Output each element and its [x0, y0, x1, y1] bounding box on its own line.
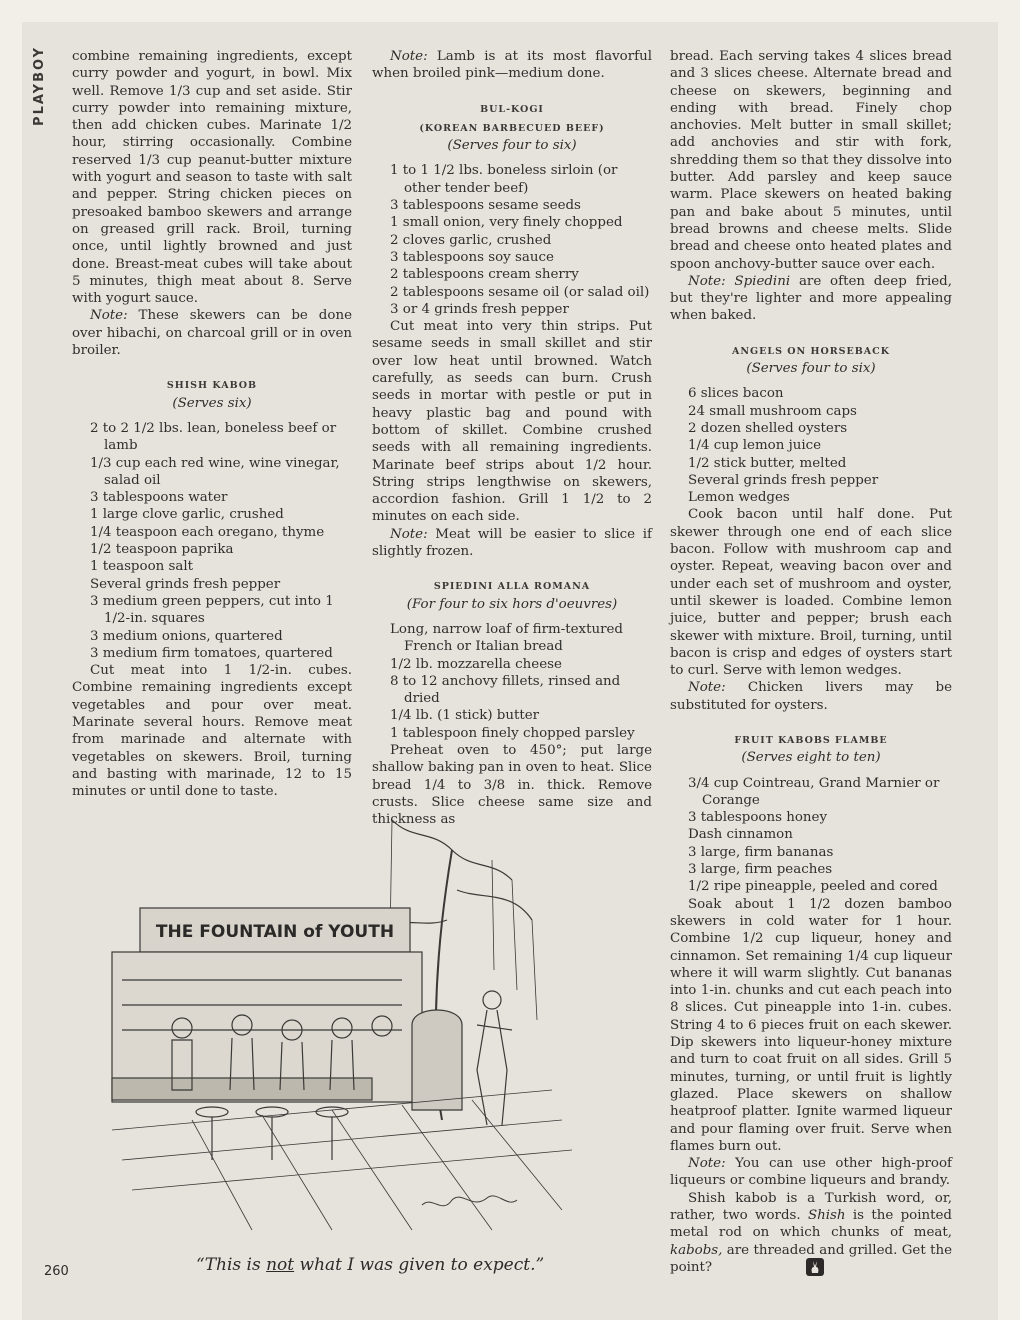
ingredient: 2 dozen shelled oysters — [688, 420, 848, 436]
ingredient-list — [372, 162, 652, 318]
recipe-title: SPIEDINI ALLA ROMANA — [433, 581, 591, 593]
recipe-serves: (Serves eight to ten) — [741, 750, 881, 766]
ingredient: 3 large, firm peaches — [688, 862, 833, 878]
ingredient: Dash cinnamon — [688, 827, 793, 843]
caption-text-b: what I was given to expect.” — [294, 1255, 545, 1275]
ingredient: 1/4 cup lemon juice — [688, 438, 822, 454]
note-text: Meat will be easier to slice if slightly frozen. — [372, 526, 652, 560]
ingredient: 1/2 lb. mozzarella cheese — [390, 656, 562, 672]
cartoon-caption — [196, 1255, 556, 1275]
ingredient: 1/2 ripe pineapple, peeled and cored — [688, 879, 938, 895]
recipe-title: ANGELS ON HORSEBACK — [732, 345, 890, 357]
ingredient: 3 medium firm tomatoes, quartered — [90, 645, 333, 661]
caption-text-a: “This is — [196, 1255, 267, 1275]
ingredient-list — [670, 385, 952, 506]
caption-emphasis: not — [266, 1255, 295, 1275]
note-paragraph — [670, 273, 952, 325]
directions-paragraph: Cut meat into 1 1/2-in. cubes. Combine remaining ingredients except vegetables and pour over meat. Marinate several hours. Remove meat from marinade and alternate with vegetables on skewers. Broil, turning and basting with marinade, 12 to 15 minutes or until done to taste. — [72, 663, 352, 800]
note-paragraph — [670, 1155, 952, 1190]
note-label: Note: — [688, 1156, 726, 1172]
ingredient: 1 tablespoon finely chopped parsley — [390, 725, 635, 741]
ingredient-list — [670, 775, 952, 896]
cartoon-illustration — [92, 790, 612, 1240]
closing-shish: Shish — [807, 1208, 846, 1223]
directions-paragraph: Preheat oven to 450°; put large shallow baking pan in oven to heat. Slice bread 1/4 to 3/8 in. thick. Remove crusts. Slice cheese same size and thickness as — [372, 742, 652, 828]
closing-kabobs: kabobs, — [670, 1242, 723, 1258]
note-text: These skewers can be done over hibachi, on charcoal grill or in oven broiler. — [72, 308, 352, 359]
note-label: Note: — [390, 49, 428, 64]
note-label: Note: — [90, 308, 128, 324]
note-label: Note: — [688, 680, 726, 696]
recipe-serves: (Serves four to six) — [447, 138, 577, 154]
ingredient: 3 large, firm bananas — [688, 844, 834, 860]
ingredient-list — [372, 621, 652, 742]
ingredient-list — [72, 420, 352, 662]
rabbit-head-logo-icon — [806, 1258, 824, 1276]
text-column-1 — [72, 48, 352, 800]
ingredient: 1 small onion, very finely chopped — [390, 215, 623, 231]
ingredient: 1/3 cup each red wine, wine vinegar, salad oil — [90, 455, 340, 488]
directions-paragraph: Soak about 1 1/2 dozen bamboo skewers in cold water for 1 hour. Combine 1/2 cup liqueur, honey and cinnamon. Set remaining 1/4 cup liqueur where it will warm slightly. Cut bananas into 1-in. chunks and cut each peach into 8 slices. Cut pineapple into 1-in. cubes. String 4 to 6 pieces fruit on each skewer. Dip skewers into liqueur-honey mixture and turn to coat fruit on all sides. Grill 5 minutes, turning, or until fruit is lightly glazed. Place skewers on shallow heatproof platter. Ignite warmed liqueur and pour flaming over fruit. Serve when flames burn out. — [670, 896, 952, 1154]
note-label: Note: — [688, 273, 726, 289]
continued-paragraph: combine remaining ingredients, except curry powder and yogurt, in bowl. Mix well. Remove 1/3 cup and set aside. Stir curry powder into remaining mixture, then add chicken cubes. Marinate 1/2 hour, stirring occasionally. Combine reserved 1/3 cup peanut-butter mixture with yogurt and season to taste with salt and pepper. String chicken pieces on presoaked bamboo skewers and arrange on greased grill rack. Broil, turning once, until lightly browned and just done. Breast-meat cubes will take about 5 minutes, thigh meat about 8. Serve with yogurt sauce. — [72, 49, 352, 307]
ingredient: 1 large clove garlic, crushed — [90, 507, 284, 523]
ingredient: 3 tablespoons honey — [688, 810, 828, 826]
ingredient: 2 cloves garlic, crushed — [390, 232, 552, 248]
ingredient: 3 or 4 grinds fresh pepper — [390, 301, 569, 317]
recipe-title: SHISH KABOB — [166, 380, 258, 392]
note-paragraph — [72, 307, 352, 359]
closing-text-a: Shish kabob is a Turkish word, or, rather, two words. — [670, 1190, 952, 1223]
ingredient: 3 medium green peppers, cut into 1 1/2-in. squares — [90, 593, 334, 627]
ingredient: Several grinds fresh pepper — [688, 472, 879, 488]
note-label: Note: — [390, 526, 428, 542]
ingredient: Lemon wedges — [688, 490, 790, 506]
ingredient: 8 to 12 anchovy fillets, rinsed and dried — [390, 673, 621, 707]
closing-text-c: are threaded and grilled. Get the point? — [670, 1242, 952, 1275]
ingredient: 3 tablespoons water — [90, 490, 228, 506]
page-number: 260 — [44, 1264, 69, 1279]
recipe-serves: (For four to six hors d'oeuvres) — [406, 596, 618, 612]
note-text: Chicken livers may be substituted for oysters. — [670, 680, 952, 713]
ingredient: 2 tablespoons sesame oil (or salad oil) — [390, 284, 650, 300]
directions-paragraph: Cut meat into very thin strips. Put sesame seeds in small skillet and stir over low heat until browned. Watch carefully, as seeds can burn. Crush seeds in mortar with pestle or put in heavy plastic bag and pound with bottom of skillet. Combine crushed seeds with all remaining ingredients. Marinate beef strips about 1/2 hour. String strips lengthwise on skewers, accordion fashion. Grill 1 1/2 to 2 minutes on each side. — [372, 319, 652, 525]
note-emphasis: Spiedini — [725, 273, 791, 289]
recipe-title: FRUIT KABOBS FLAMBE — [734, 734, 888, 746]
note-text: Lamb is at its most flavorful when broiled pink—medium done. — [372, 49, 652, 82]
note-paragraph — [372, 526, 652, 561]
ingredient: 2 to 2 1/2 lbs. lean, boneless beef or lamb — [90, 420, 337, 454]
closing-text-b: is the pointed metal rod on which chunks of meat, — [670, 1208, 952, 1241]
note-paragraph — [670, 679, 952, 714]
ingredient: 3 tablespoons soy sauce — [390, 249, 554, 265]
note-text: You can use other high-proof liqueurs or combine liqueurs and brandy. — [670, 1156, 952, 1189]
text-column-2 — [372, 48, 652, 828]
ingredient: 3/4 cup Cointreau, Grand Marnier or Corange — [688, 775, 940, 808]
ingredient: Several grinds fresh pepper — [90, 576, 281, 592]
magazine-side-label: PLAYBOY — [32, 46, 47, 126]
ingredient: 24 small mushroom caps — [688, 403, 857, 419]
recipe-subtitle: (KOREAN BARBECUED BEEF) — [419, 122, 605, 134]
ingredient: 3 medium onions, quartered — [90, 628, 283, 644]
recipe-serves: (Serves six) — [172, 395, 252, 411]
ingredient: 3 tablespoons sesame seeds — [390, 198, 581, 214]
recipe-serves: (Serves four to six) — [746, 361, 876, 377]
text-column-3 — [670, 48, 952, 1276]
ingredient: 1/2 stick butter, melted — [688, 455, 847, 471]
note-paragraph — [372, 48, 652, 83]
continued-paragraph: bread. Each serving takes 4 slices bread and 3 slices cheese. Alternate bread and cheese on skewers, beginning and ending with bread. Finely chop anchovies. Melt butter in small skillet; add anchovies and stir with fork, shredding them so that they dissolve into butter. Add parsley and keep sauce warm. Place skewers on heated baking pan and bake about 5 minutes, until bread browns and cheese melts. Slide bread and cheese onto heated plates and spoon anchovy-butter sauce over each. — [670, 49, 952, 272]
ingredient: 1/4 teaspoon each oregano, thyme — [90, 524, 325, 540]
ingredient: 6 slices bacon — [688, 386, 784, 402]
ingredient: 1/4 lb. (1 stick) butter — [390, 708, 540, 724]
ingredient: 1 to 1 1/2 lbs. boneless sirloin (or other tender beef) — [390, 163, 618, 196]
note-text: are often deep fried, but they're lighter and more appealing when baked. — [670, 273, 952, 324]
ingredient: 1 teaspoon salt — [90, 559, 194, 575]
cartoon-sign-text: THE FOUNTAIN of YOUTH — [155, 922, 395, 942]
directions-paragraph: Cook bacon until half done. Put skewer through one end of each slice bacon. Follow with mushroom cap and oyster. Repeat, weaving bacon over and under each set of mushroom and oyster, until skewer is loaded. Combine lemon juice, butter and pepper; brush each skewer with mixture. Broil, turning, until bacon is crisp and edges of oysters start to curl. Serve with lemon wedges. — [670, 507, 952, 679]
ingredient: Long, narrow loaf of firm-textured French or Italian bread — [390, 621, 623, 655]
ingredient: 2 tablespoons cream sherry — [390, 267, 579, 283]
recipe-title: BUL-KOGI — [480, 103, 544, 115]
ingredient: 1/2 teaspoon paprika — [90, 542, 234, 558]
